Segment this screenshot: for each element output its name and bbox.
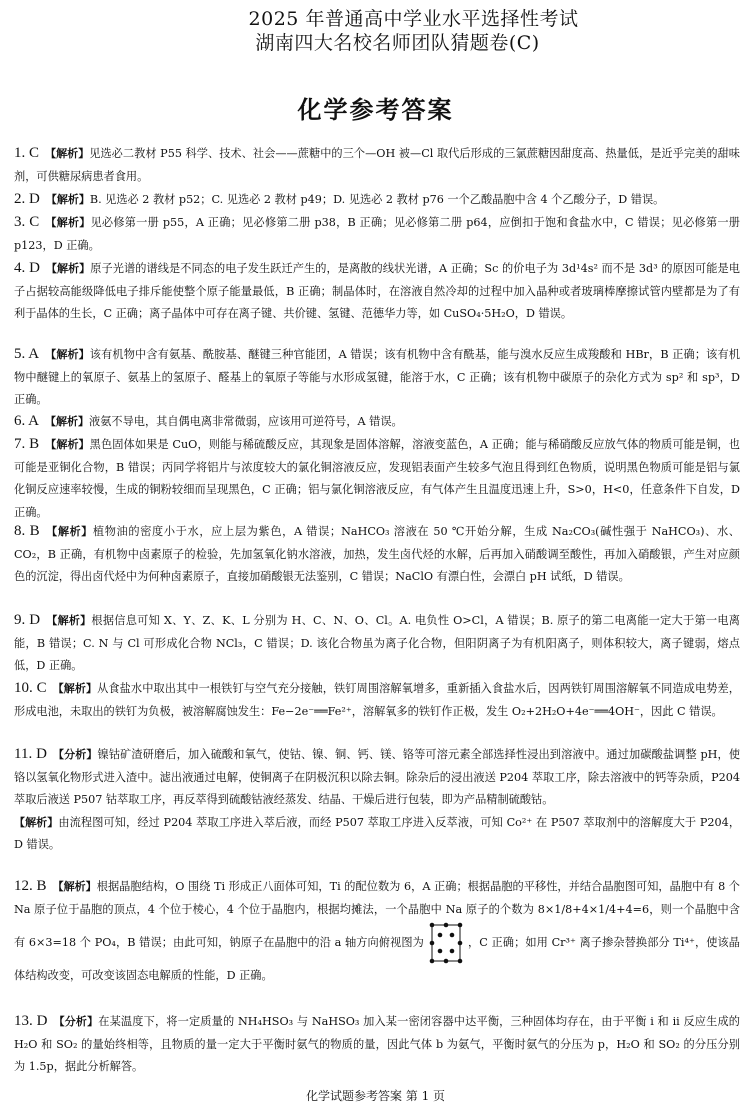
answer-item — [14, 142, 740, 188]
answer-text: 植物油的密度小于水，应上层为紫色，A 错误；NaHCO₃ 溶液在 50 ℃开始分解，生成 Na₂CO₃(碱性强于 NaHCO₃)、水、CO₂，B 正确，有机物中卤素原子的检验，先加氢氧化钠水溶液，加热，发生卤代烃的水解，后再加入硝酸调至酸性，再加入硝酸银，产生对应颜色的沉淀，得出卤代烃中为何种卤素原子，直接加硝酸银无法鉴别，C 错误；NaClO 有漂白性，会漂白 pH 试纸，D 错误。 — [14, 525, 740, 583]
answer-number: 1. C — [14, 145, 40, 161]
analysis-tag: 【解析】 — [45, 262, 91, 275]
answer-text: 该有机物中含有氨基、酰胺基、醚键三种官能团，A 错误；该有机物中含有酰基，能与溴水反应生成羧酸和 HBr，B 正确；该有机物中醚键上的氧原子、氨基上的氢原子、醛基上的氧原子等能与水形成氢键，能溶于水，C 正确；该有机物中碳原子的杂化方式为 sp² 和 sp³，D 正确。 — [14, 348, 740, 406]
answer-item — [14, 677, 740, 723]
analysis-tag: 【解析】 — [45, 147, 90, 160]
answer-text: ，C 正确；如用 Cr³⁺ 离子掺杂替换部分 Ti⁴⁺，使该晶体结构改变，可改变该固态电解质的性能，D 正确。 — [14, 936, 740, 982]
answer-text: 见必修第一册 p55，A 正确；见必修第二册 p38，B 正确；见必修第二册 p64，应倒扣于饱和食盐水中，C 错误；见必修第一册 p123，D 正确。 — [14, 216, 740, 252]
answer-item — [14, 609, 740, 678]
answer-sub-paragraph — [14, 812, 740, 857]
answer-text: 根据信息可知 X、Y、Z、K、L 分别为 H、C、N、O、Cl。A. 电负性 O>Cl，A 错误；B. 原子的第二电离能一定大于第一电离能，B 错误；C. N 与 Cl 可形成化合物 NCl₃，C 错误；D. 该化合物虽为离子化合物，但阳阴离子为有机阳离子，则体积较大，离子键弱，熔点低，D 正确。 — [14, 614, 740, 672]
analysis-tag: 【解析】 — [45, 415, 90, 428]
answer-number: 8. B — [14, 523, 40, 539]
answer-item — [14, 343, 740, 412]
analysis-tag: 【解析】 — [45, 193, 90, 206]
answer-text: 原子光谱的谱线是不同态的电子发生跃迁产生的，是离散的线状光谱，A 正确；Sc 的价电子为 3d¹4s² 而不是 3d³ 的原因可能是电子占据较高能级降低电子排斥能使整个原子能量最低，B 正确；制晶体时，在溶液自然冷却的过程中加入晶种或者玻璃棒摩擦试管内壁都是为了有利于晶体的生长，C 正确；离子晶体中可存在离子键、共价键、氢键、范德华力等，如 CuSO₄·5H₂O，D 错误。 — [14, 262, 740, 320]
answer-item — [14, 433, 740, 524]
analysis-tag: 【解析】 — [45, 216, 91, 229]
answer-item — [14, 188, 740, 212]
answer-number: 10. C — [14, 680, 47, 696]
answer-number: 6. A — [14, 413, 40, 429]
answer-text: B. 见选必 2 教材 p52；C. 见选必 2 教材 p49；D. 见选必 2 教材 p76 一个乙酸晶胞中含 4 个乙酸分子，D 错误。 — [89, 193, 665, 206]
exam-title: 2025 年普通高中学业水平选择性考试 — [248, 8, 579, 30]
answer-text: 从食盐水中取出其中一根铁钉与空气充分接触，铁钉周围溶解氧增多，重新插入食盐水后，因两铁钉周围溶解氧不同造成电势差，形成电池，未取出的铁钉为负极，被溶解腐蚀发生：Fe−2e⁻══Fe²⁺，溶解氧多的铁钉作正极，发生 O₂+2H₂O+4e⁻══4OH⁻，因此 C 错误。 — [14, 682, 740, 718]
answer-text: 镍钴矿渣研磨后，加入硫酸和氧气，使钴、镍、铜、钙、镁、铬等可溶元素全部选择性浸出到溶液中。通过加碳酸盐调整 pH，使铬以氢氧化物形式进入渣中。滤出液通过电解，使铜离子在阴极沉积以除去铜。除杂后的浸出液送 P204 萃取工序，除去溶液中的钙等杂质，P204 萃取后液送 P507 钴萃取工序，再反萃得到硫酸钴液经蒸发、结晶、干燥后进行包装，即为产品精制硫酸钴。 — [14, 748, 741, 806]
analysis-tag: 【解析】 — [46, 614, 92, 627]
analysis-tag: 【分析】 — [53, 1015, 99, 1028]
analysis-tag: 【解析】 — [52, 880, 97, 893]
answer-item — [14, 875, 740, 988]
analysis-tag: 【解析】 — [52, 682, 98, 695]
answer-number: 4. D — [14, 260, 40, 276]
answer-number: 3. C — [14, 214, 40, 230]
answer-item — [14, 211, 740, 257]
analysis-tag: 【解析】 — [45, 525, 93, 538]
answer-item — [14, 410, 740, 434]
answer-number: 7. B — [14, 436, 40, 452]
answer-text: 见选必二教材 P55 科学、技术、社会——蔗糖中的三个—OH 被—Cl 取代后形成的三氯蔗糖因甜度高、热量低，是近乎完美的甜味剂，可供糖尿病患者食用。 — [14, 147, 740, 183]
page-footer: 化学试题参考答案 第 1 页 — [305, 1089, 446, 1103]
exam-subtitle: 湖南四大名校名师团队猜题卷(C) — [255, 32, 540, 54]
answer-number: 12. B — [14, 878, 47, 894]
crystal-topview-figure — [427, 921, 465, 965]
answer-text: 根据晶胞结构，O 围绕 Ti 形成正八面体可知，Ti 的配位数为 6，A 正确；根据晶胞的平移性，并结合晶胞图可知，晶胞中有 8 个 Na 原子位于晶胞的顶点，4 个位于棱心，4 个位于晶胞内，根据均摊法，一个晶胞中 Na 原子的个数为 8×1/8+4×1/4+4=6，则一个晶胞中含有 6×3=18 个 PO₄，B 错误；由此可知，钠原子在晶胞中的沿 a 轴方向俯视图为 — [14, 880, 740, 949]
analysis-tag: 【解析】 — [45, 438, 90, 451]
analysis-tag: 【解析】 — [14, 815, 59, 829]
page-title: 化学参考答案 — [297, 96, 454, 124]
answer-text: 在某温度下，将一定质量的 NH₄HSO₃ 与 NaHSO₃ 加入某一密闭容器中达平衡，三种固体均存在，由于平衡 i 和 ii 反应生成的 H₂O 和 SO₂ 的量始终相等，且物质的量一定大于平衡时氨气的物质的量，因此气体 b 为氨气，平衡时氨气的分压为 p，H₂O 和 SO₂ 的分压分别为 1.5p，据此分析解答。 — [14, 1015, 740, 1073]
answer-text: 黑色固体如果是 CuO，则能与稀硫酸反应，其现象是固体溶解，溶液变蓝色，A 正确；能与稀硝酸反应放气体的物质可能是铜，也可能是亚铜化合物，B 错误；丙同学将铝片与浓度较大的氯化铜溶液反应，发现铝表面产生较多气泡且得到红色物质，说明黑色物质可能是铝与氯化铜反应速率较慢，生成的铜粉较细而呈现黑色，C 正确；铝与氯化铜溶液反应，有气体产生且温度迅速上升，S>0，H<0，任意条件下自发，D 正确。 — [14, 438, 740, 519]
answer-number: 2. D — [14, 191, 40, 207]
answer-number: 5. A — [14, 346, 40, 362]
answer-item — [14, 743, 740, 857]
answer-item — [14, 1010, 740, 1079]
answer-number: 13. D — [14, 1013, 48, 1029]
analysis-tag: 【分析】 — [52, 748, 98, 761]
answer-number: 9. D — [14, 612, 41, 628]
analysis-tag: 【解析】 — [45, 348, 90, 361]
answer-number: 11. D — [14, 746, 47, 762]
answer-item — [14, 257, 740, 326]
answer-item — [14, 520, 740, 589]
answer-text: 由流程图可知，经过 P204 萃取工序进入萃后液，而经 P507 萃取工序进入反萃液，可知 Co²⁺ 在 P507 萃取剂中的溶解度大于 P204，D 错误。 — [14, 815, 741, 851]
answer-text: 液氨不导电，其自偶电离非常微弱，应该用可逆符号，A 错误。 — [89, 415, 403, 428]
